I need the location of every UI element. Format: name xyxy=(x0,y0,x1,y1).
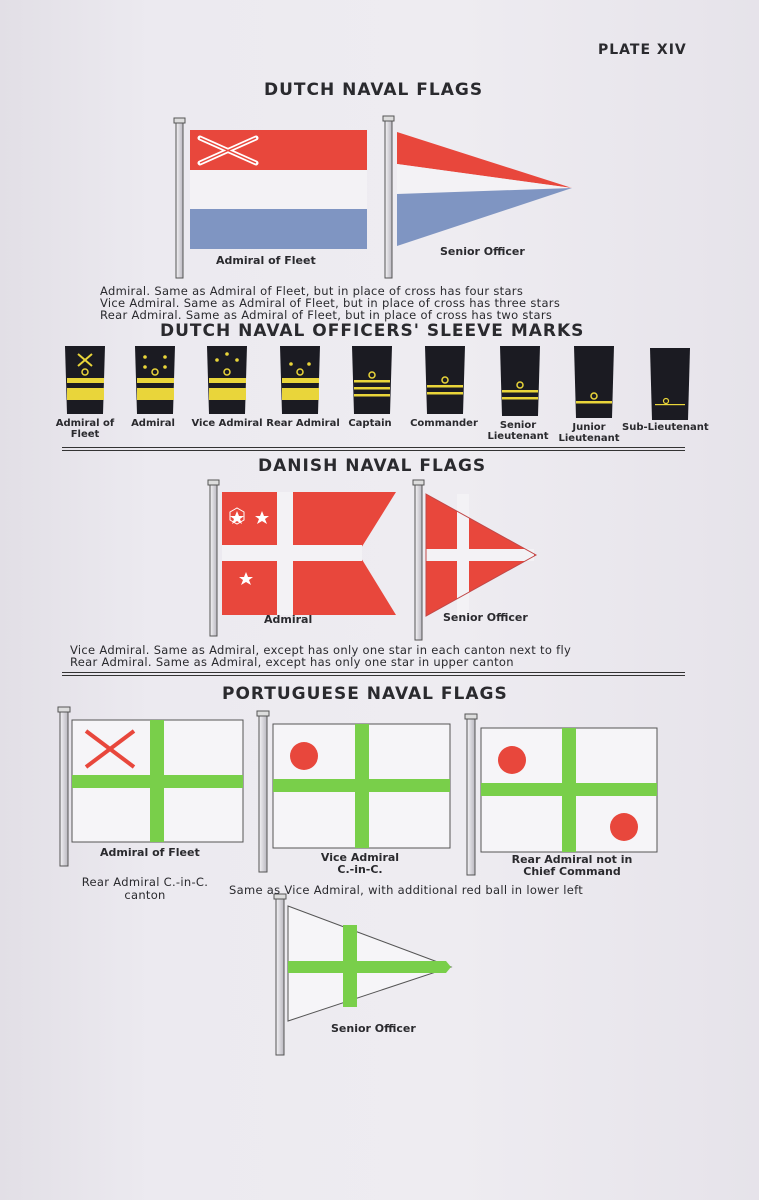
danish-senior-officer-caption: Senior Officer xyxy=(443,611,528,624)
sleeve-commander xyxy=(425,346,465,414)
portuguese-rear-admiral-cic-note: Same as Vice Admiral, with additional red ball in lower left xyxy=(229,883,584,897)
sleeve-label: Sub-Lieutenant xyxy=(622,422,709,433)
portuguese-admiral-of-fleet-caption: Admiral of Fleet xyxy=(100,846,200,859)
plate-number: PLATE XIV xyxy=(598,42,687,58)
portuguese-senior-officer-caption: Senior Officer xyxy=(331,1022,416,1035)
sleeve-junior-lieutenant xyxy=(574,346,614,418)
dutch-note-admiral: Admiral. Same as Admiral of Fleet, but in place of cross has four stars xyxy=(100,284,524,298)
sleeve-admiral xyxy=(135,346,175,414)
dutch-note-rear-admiral: Rear Admiral. Same as Admiral of Fleet, but in place of cross has two stars xyxy=(100,308,553,322)
dutch-senior-officer-caption: Senior Officer xyxy=(440,245,525,258)
portuguese-rear-admiral-caption: Rear Admiral not in Chief Command xyxy=(511,853,633,878)
section-divider xyxy=(62,447,685,451)
danish-note-rear-admiral: Rear Admiral. Same as Admiral, except has only one star in upper canton xyxy=(70,655,514,669)
portuguese-admiral-of-fleet-flag xyxy=(58,707,243,866)
section-divider xyxy=(62,672,685,676)
dutch-flags-heading: DUTCH NAVAL FLAGS xyxy=(264,80,484,100)
sleeve-label: Vice Admiral xyxy=(191,418,263,429)
sleeve-vice-admiral xyxy=(207,346,247,414)
sleeve-rear-admiral xyxy=(280,346,320,414)
sleeve-sub-lieutenant xyxy=(650,348,690,420)
sleeve-label: Rear Admiral xyxy=(266,418,340,429)
danish-note-vice-admiral: Vice Admiral. Same as Admiral, except has only one star in each canton next to fly xyxy=(70,643,572,657)
red-ball-icon xyxy=(290,742,318,770)
dutch-admiral-of-fleet-caption: Admiral of Fleet xyxy=(216,254,316,267)
sleeve-label: Captain xyxy=(348,418,392,429)
sleeve-label: Senior Lieutenant xyxy=(487,420,549,442)
sleeve-label: Admiral of Fleet xyxy=(55,418,115,440)
portuguese-rear-admiral-flag xyxy=(465,714,657,875)
portuguese-vice-admiral-flag xyxy=(257,711,450,872)
sleeve-label: Commander xyxy=(410,418,478,429)
sleeve-label: Junior Lieutenant xyxy=(558,422,620,444)
portuguese-rear-admiral-cic-label: Rear Admiral C.-in-C. canton xyxy=(81,875,209,902)
sleeve-marks-heading: DUTCH NAVAL OFFICERS' SLEEVE MARKS xyxy=(160,321,585,341)
sleeve-captain xyxy=(352,346,392,414)
danish-flags-heading: DANISH NAVAL FLAGS xyxy=(258,456,487,476)
danish-admiral-caption: Admiral xyxy=(264,613,313,626)
portuguese-vice-admiral-caption: Vice Admiral C.-in-C. xyxy=(320,851,400,876)
sleeve-admiral-of-fleet xyxy=(65,346,105,414)
sleeve-senior-lieutenant xyxy=(500,346,540,416)
dutch-note-vice-admiral: Vice Admiral. Same as Admiral of Fleet, but in place of cross has three stars xyxy=(100,296,561,310)
sleeve-label: Admiral xyxy=(131,418,175,429)
sleeve-marks xyxy=(65,346,690,420)
portuguese-flags-heading: PORTUGUESE NAVAL FLAGS xyxy=(222,684,508,704)
